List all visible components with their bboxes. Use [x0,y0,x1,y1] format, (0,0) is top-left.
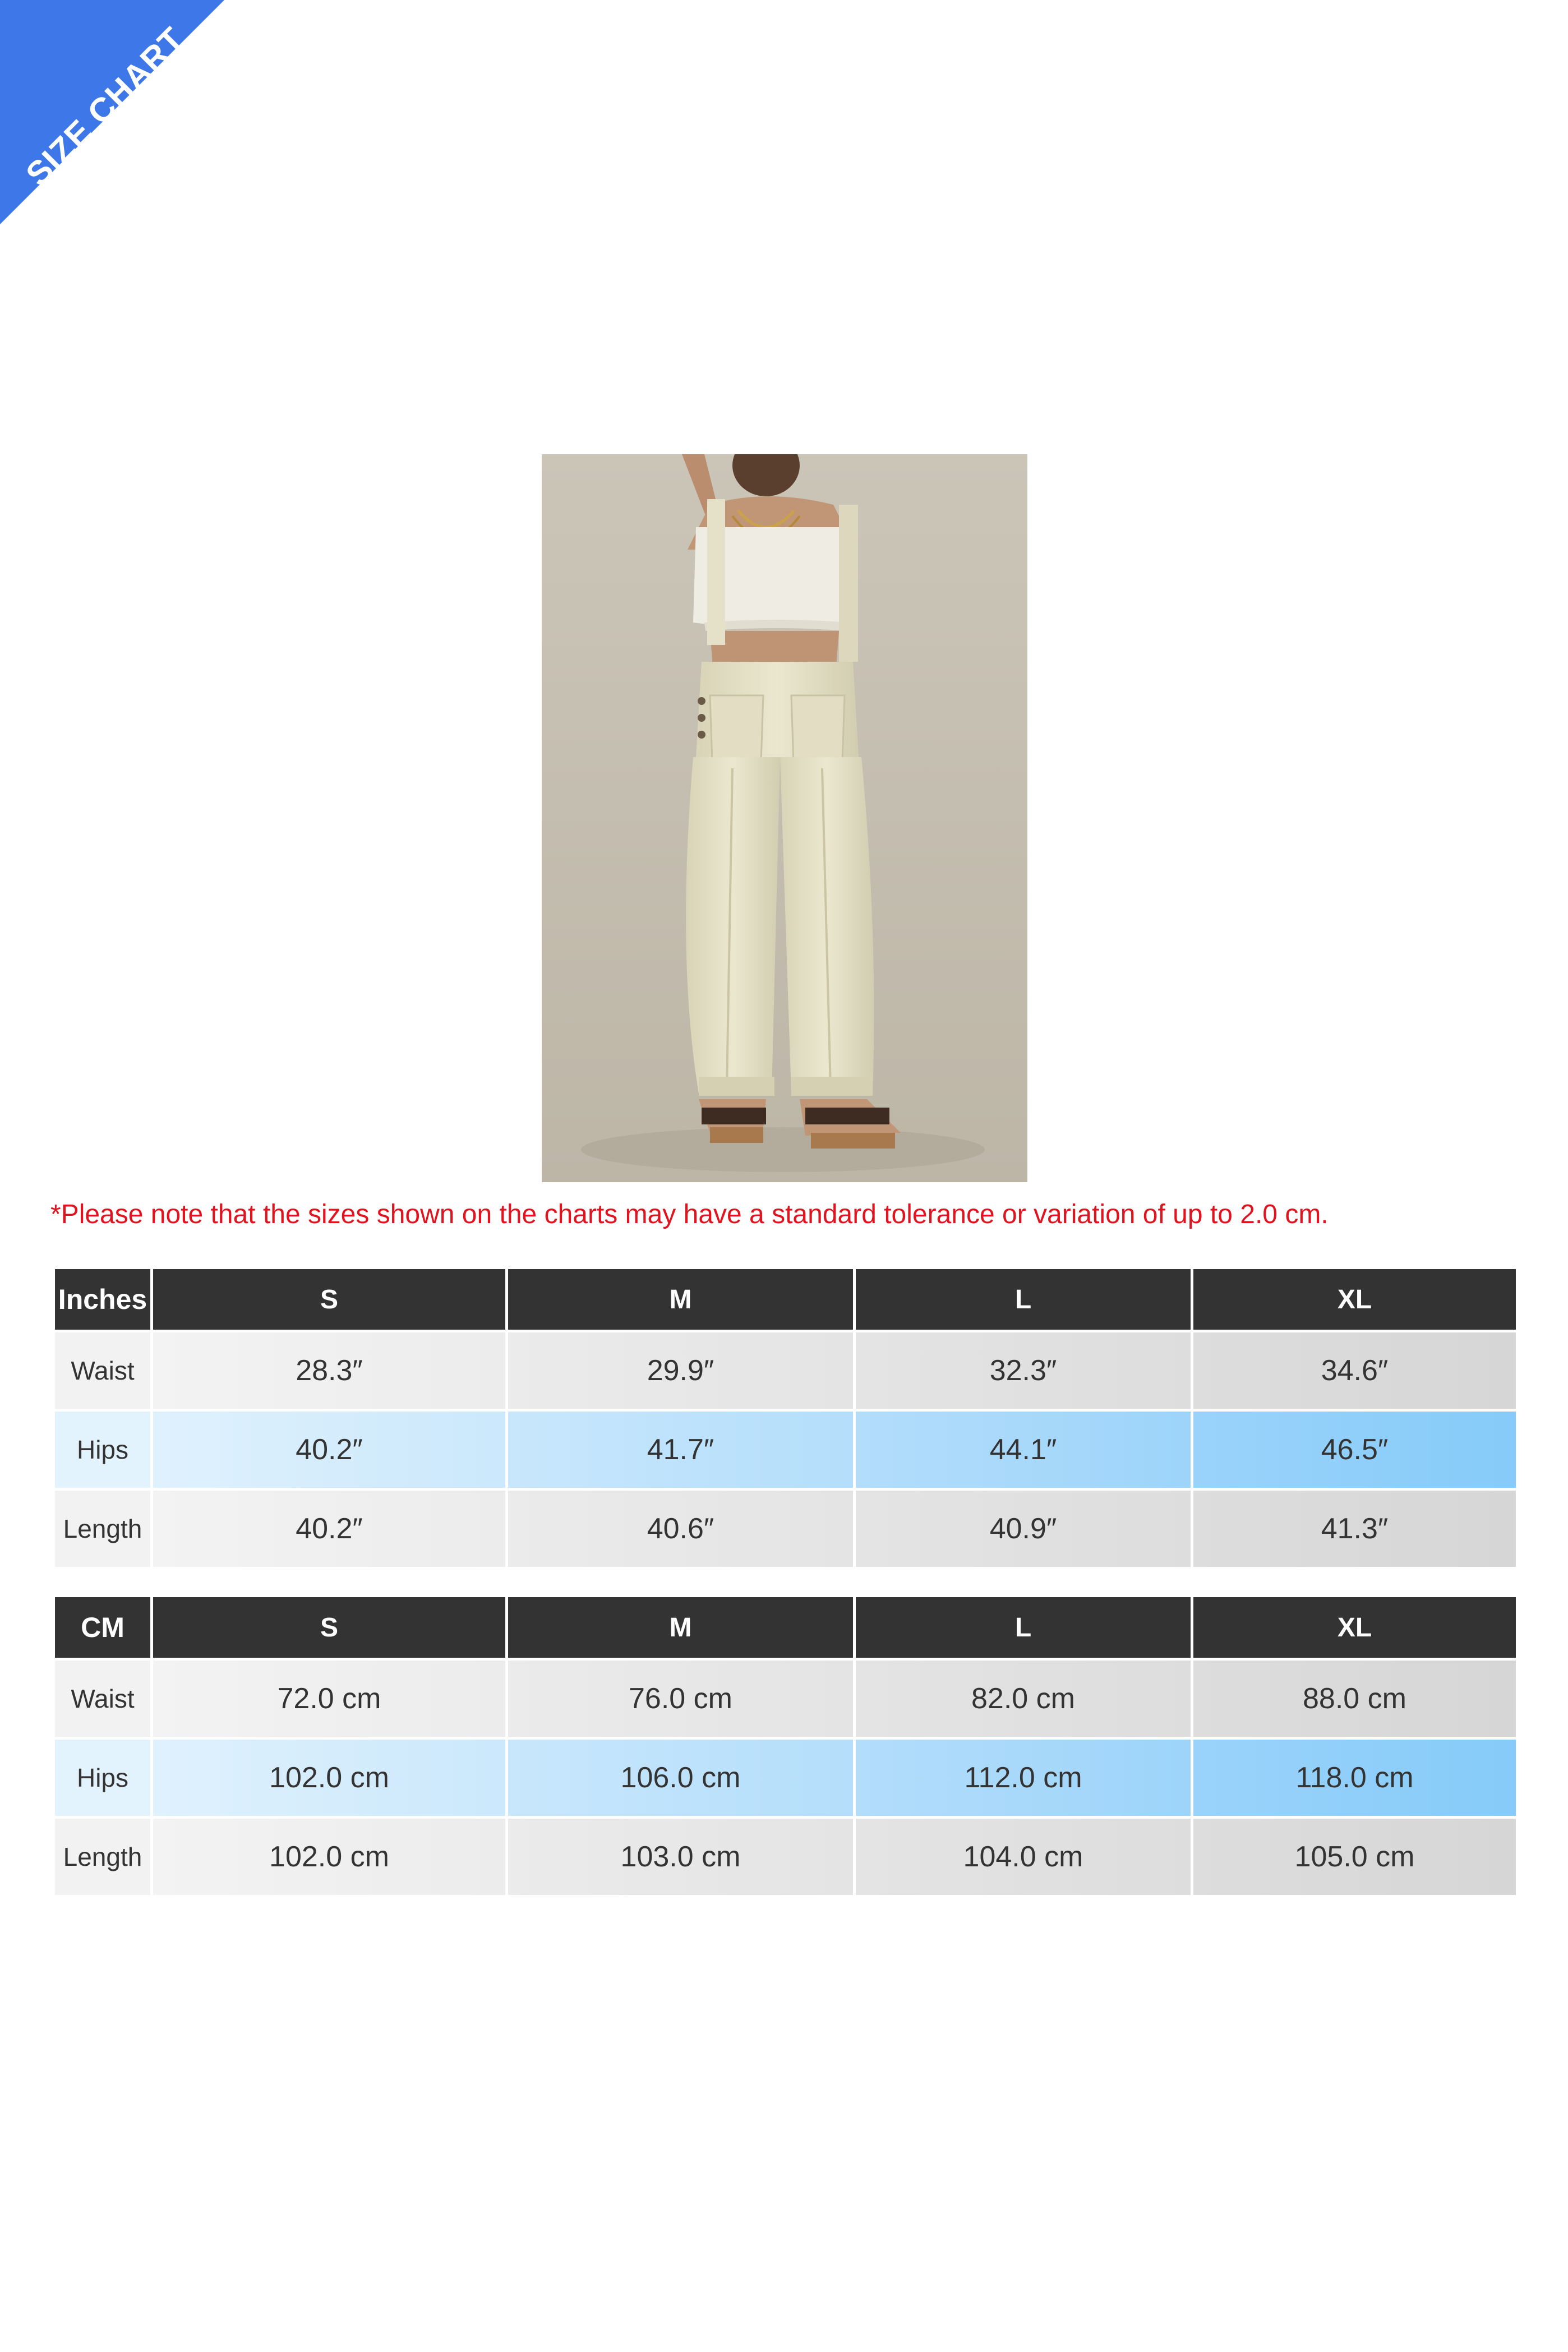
product-photo [542,454,1027,1182]
table-cell: 88.0 cm [1193,1661,1516,1737]
unit-header: CM [55,1597,150,1658]
table-row-hips [55,1412,1516,1488]
table-cell: 102.0 cm [153,1819,505,1895]
row-label: Length [55,1491,150,1567]
table-header-row [55,1269,1516,1330]
table-cell: 103.0 cm [508,1819,853,1895]
size-table-inches [52,1266,1519,1570]
table-cell: 106.0 cm [508,1740,853,1816]
table-row-length [55,1491,1516,1567]
table-cell: 34.6″ [1193,1332,1516,1409]
row-label: Hips [55,1740,150,1816]
tolerance-note: *Please note that the sizes shown on the charts may have a standard tolerance or variation of up to 2.0 cm. [50,1200,1329,1229]
size-header-s: S [153,1269,505,1330]
table-cell: 40.6″ [508,1491,853,1567]
row-label: Length [55,1819,150,1895]
row-label: Waist [55,1332,150,1409]
table-cell: 28.3″ [153,1332,505,1409]
table-header-row [55,1597,1516,1658]
size-chart-ribbon-label: SIZE CHART [19,20,192,193]
table-cell: 102.0 cm [153,1740,505,1816]
row-label: Hips [55,1412,150,1488]
table-cell: 82.0 cm [856,1661,1191,1737]
table-cell: 46.5″ [1193,1412,1516,1488]
size-header-l: L [856,1269,1191,1330]
size-header-m: M [508,1597,853,1658]
table-cell: 76.0 cm [508,1661,853,1737]
size-header-m: M [508,1269,853,1330]
size-table-cm [52,1594,1519,1898]
table-row-hips [55,1740,1516,1816]
table-cell: 72.0 cm [153,1661,505,1737]
table-row-waist [55,1661,1516,1737]
table-cell: 105.0 cm [1193,1819,1516,1895]
table-cell: 112.0 cm [856,1740,1191,1816]
table-row-waist [55,1332,1516,1409]
table-cell: 41.7″ [508,1412,853,1488]
size-header-xl: XL [1193,1597,1516,1658]
table-row-length [55,1819,1516,1895]
table-cell: 40.2″ [153,1412,505,1488]
row-label: Waist [55,1661,150,1737]
table-cell: 104.0 cm [856,1819,1191,1895]
size-header-l: L [856,1597,1191,1658]
unit-header: Inches [55,1269,150,1330]
table-cell: 40.9″ [856,1491,1191,1567]
table-cell: 44.1″ [856,1412,1191,1488]
table-cell: 41.3″ [1193,1491,1516,1567]
table-cell: 40.2″ [153,1491,505,1567]
table-cell: 118.0 cm [1193,1740,1516,1816]
table-cell: 29.9″ [508,1332,853,1409]
table-cell: 32.3″ [856,1332,1191,1409]
size-header-s: S [153,1597,505,1658]
product-photo-illustration [542,454,1027,1182]
size-header-xl: XL [1193,1269,1516,1330]
